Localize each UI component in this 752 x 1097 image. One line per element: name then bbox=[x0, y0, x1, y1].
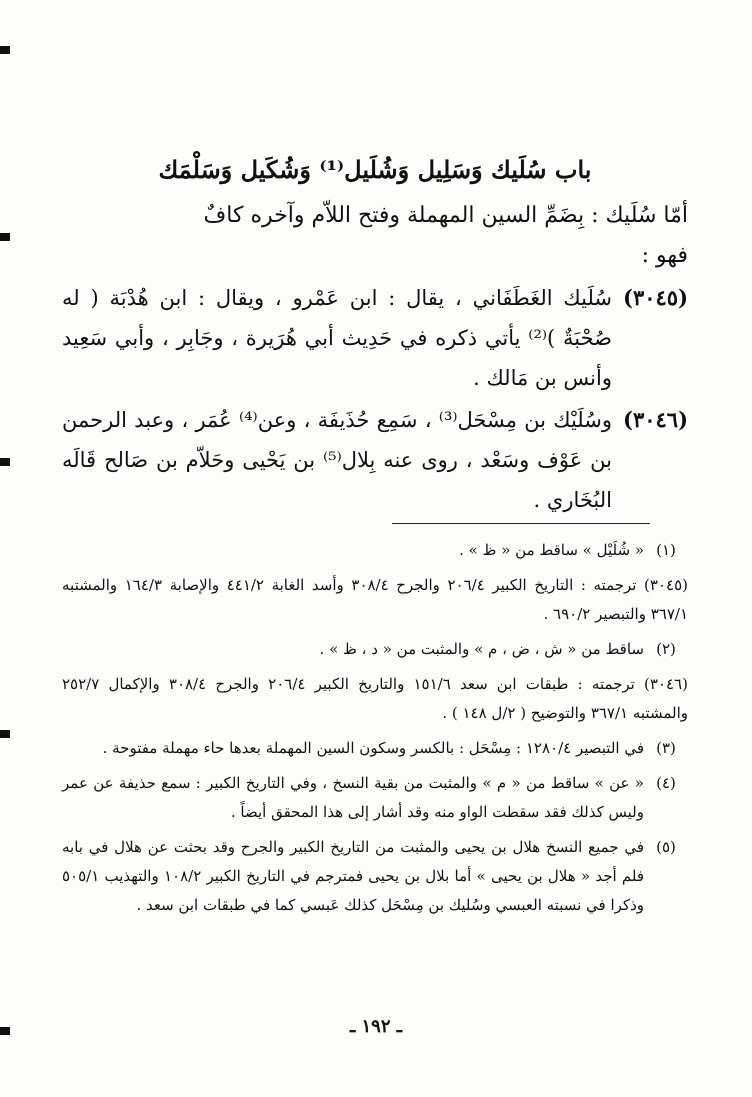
footnote-text: (٣٠٤٥) ترجمته : التاريخ الكبير ٢٠٦/٤ والجرح ٣٠٨/٤ وأسد الغابة ٤٤١/٢ والإصابة ١٦٤/٣ والمشتبه ٣٦٧/١ والتبصير ٦٩٠/٢ . bbox=[62, 576, 689, 623]
scan-edge-mark bbox=[0, 458, 10, 466]
footnote-text: ساقط من « ش ، ض ، م » والمثبت من « د ، ظ » . bbox=[319, 640, 644, 658]
footnote-number: (٥) bbox=[656, 838, 676, 856]
scan-edge-mark bbox=[0, 46, 10, 54]
footnote-text: « عن » ساقط من « م » والمثبت من بقية النسخ ، وفي التاريخ الكبير : سمع حذيفة عن عمر وليس كذلك فقد سقطت الواو منه وقد أشار إلى هذا المحقق أيضاً . bbox=[62, 774, 644, 821]
entry-text: وسُلَيْك بن مِسْحَل⁽³⁾ ، سَمِع حُذَيفَة ، وعن⁽⁴⁾ عُمَر ، وعبد الرحمن بن عَوْف وسَعْد ، روى عنه بِلال⁽⁵⁾ بن يَحْيى وحَلاّم بن صَالح قَالَه البُخَاري . bbox=[62, 408, 612, 512]
entry-number: (٣٠٤٥) bbox=[623, 285, 688, 310]
footnote-text: في التبصير ١٢٨٠/٤ : مِسْحَل : بالكسر وسكون السين المهملة بعدها حاء مهملة مفتوحة . bbox=[102, 739, 644, 757]
entry-text: سُلَيك الغَطَفَاني ، يقال : ابن عَمْرو ، ويقال : ابن هُدْبَة ( له صُحْبَةٌ )⁽²⁾ يأتي ذكره في حَدِيث أبي هُرَيرة ، وجَابِر ، وأبي سَعِيد وأنس بن مَالك . bbox=[62, 286, 613, 390]
entry bbox=[62, 400, 688, 520]
page-number: ـ ١٩٢ ـ bbox=[349, 1016, 403, 1037]
footnote bbox=[62, 635, 688, 664]
intro-line: أمّا سُلَيك : بِضَمِّ السين المهملة وفتح اللاّم وآخره كافٌ bbox=[203, 203, 688, 228]
footnote bbox=[62, 769, 688, 827]
footnote-text: « شُلَيْل » ساقط من « ظ » . bbox=[459, 541, 644, 559]
footnote-text: (٣٠٤٦) ترجمته : طبقات ابن سعد ١٥١/٦ والتاريخ الكبير ٢٠٦/٤ والجرح ٣٠٨/٤ والإكمال ٢٥٢/٧ والمشتبه ٣٦٧/١ والتوضيح ( ٢/ل ١٤٨ ) . bbox=[62, 675, 688, 722]
footnote bbox=[62, 536, 688, 565]
footnote-number: (٣) bbox=[656, 739, 676, 757]
footnote-separator bbox=[392, 523, 650, 524]
chapter-title: باب سُلَيك وَسَلِيل وَشُلَيل⁽¹⁾ وَشُكَيل وَسَلْمَك bbox=[158, 155, 592, 184]
footnote bbox=[62, 571, 688, 629]
footnote-number: (٤) bbox=[656, 774, 676, 792]
footnote bbox=[62, 833, 688, 920]
entry bbox=[62, 278, 688, 398]
footnote-text: في جميع النسخ هلال بن يحيى والمثبت من التاريخ الكبير والجرح وقد بحثت عن هلال في بابه فلم أجد « هلال بن يحيى » أما بلال بن يحيى فمترجم في التاريخ الكبير ١٠٨/٢ والتهذيب ٥٠٥/١ وذكرا في نسبته العبسي وسُليك بن مِسْحَل كذلك عَبسي كما في طبقات ابن سعد . bbox=[62, 838, 644, 914]
intro-line-2: فهو : bbox=[641, 243, 688, 268]
footnote bbox=[62, 734, 688, 763]
footnote-number: (١) bbox=[656, 541, 676, 559]
scan-edge-mark bbox=[0, 730, 10, 738]
footnote-number: (٢) bbox=[656, 640, 676, 658]
entry-number: (٣٠٤٦) bbox=[623, 407, 688, 432]
footnotes bbox=[62, 536, 688, 926]
main-text bbox=[62, 150, 688, 520]
footnote bbox=[62, 670, 688, 728]
scan-edge-mark bbox=[0, 233, 10, 241]
